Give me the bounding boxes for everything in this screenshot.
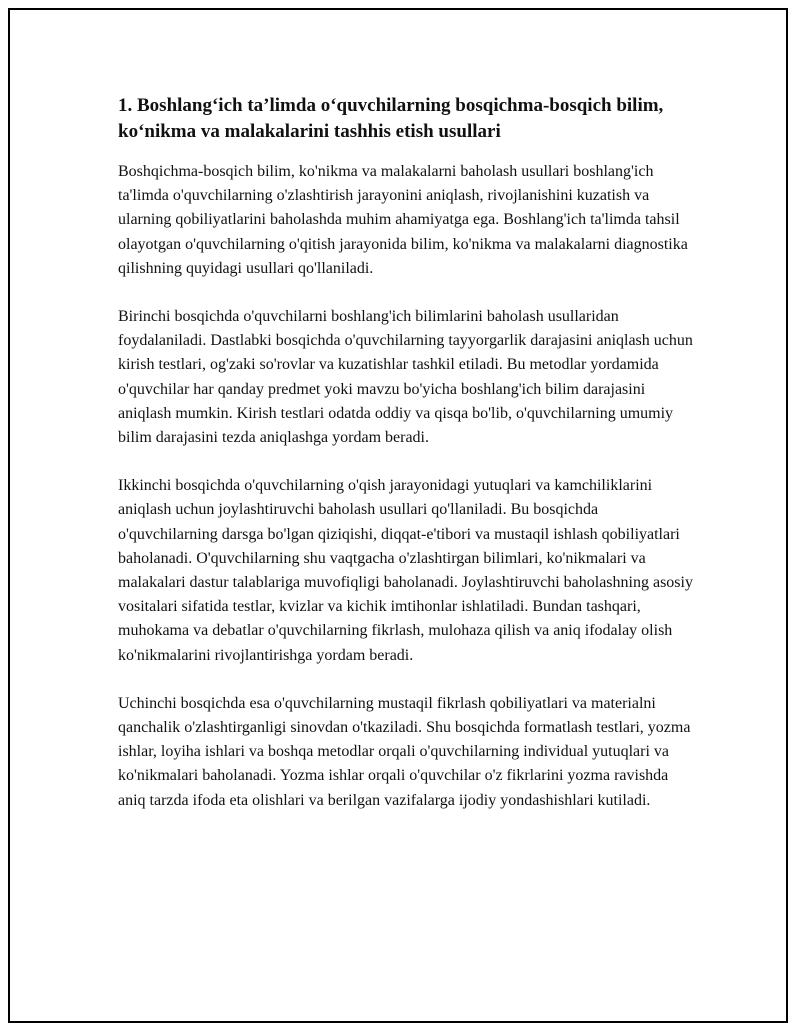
document-body (118, 93, 698, 813)
paragraph-third-stage: Uchinchi bosqichda esa o'quvchilarning mustaqil fikrlash qobiliyatlari va materialni qanchalik o'zlashtirganligi sinovdan o'tkaziladi. Shu bosqichda formatlash testlari, yozma ishlar, loyiha ishlari va boshqa metodlar orqali o'quvchilarning individual yutuqlari va ko'nikmalari baholanadi. Yozma ishlar orqali o'quvchilar o'z fikrlarini yozma ravishda aniq tarzda ifoda eta olishlari va berilgan vazifalarga ijodiy yondashishlari kutiladi. (118, 694, 691, 809)
section-heading: 1. Boshlang‘ich ta’limda o‘quvchilarning bosqichma-bosqich bilim, ko‘nikma va malakalarini tashhis etish usullari (118, 95, 664, 142)
paragraph-intro: Boshqichma-bosqich bilim, ko'nikma va malakalarni baholash usullari boshlang'ich ta'limda o'quvchilarning o'zlashtirish jarayonini aniqlash, rivojlanishini kuzatish va ularning qobiliyatlarini baholashda muhim ahamiyatga ega. Boshlang'ich ta'limda tahsil olayotgan o'quvchilarning o'qitish jarayonida bilim, ko'nikma va malakalarni diagnostika qilishning quyidagi usullari qo'llaniladi. (118, 163, 688, 277)
paragraph-second-stage: Ikkinchi bosqichda o'quvchilarning o'qish jarayonidagi yutuqlari va kamchiliklarini aniqlash uchun joylashtiruvchi baholash usullari qo'llaniladi. Bu bosqichda o'quvchilarning darsga bo'lgan qiziqishi, diqqat-e'tibori va mustaqil ishlash qobiliyatlari baholanadi. O'quvchilarning shu vaqtgacha o'zlashtirgan bilimlari, ko'nikmalari va malakalari dastur talablariga muvofiqligi baholanadi. Joylashtiruvchi baholashning asosiy vositalari sifatida testlar, kvizlar va kichik imtihonlar ishlatiladi. Bundan tashqari, muhokama va debatlar o'quvchilarning fikrlash, mulohaza qilish va aniq ifodalay olish ko'nikmalarini rivojlantirishga yordam beradi. (118, 477, 693, 664)
paragraph-first-stage: Birinchi bosqichda o'quvchilarni boshlang'ich bilimlarini baholash usullaridan foydalaniladi. Dastlabki bosqichda o'quvchilarning tayyorgarlik darajasini aniqlash uchun kirish testlari, og'zaki so'rovlar va kuzatishlar tashkil etiladi. Bu metodlar yordamida o'quvchilar har qanday predmet yoki mavzu bo'yicha boshlang'ich bilim darajasini aniqlash mumkin. Kirish testlari odatda oddiy va qisqa bo'lib, o'quvchilarning umumiy bilim darajasini tezda aniqlashga yordam beradi. (118, 308, 693, 447)
